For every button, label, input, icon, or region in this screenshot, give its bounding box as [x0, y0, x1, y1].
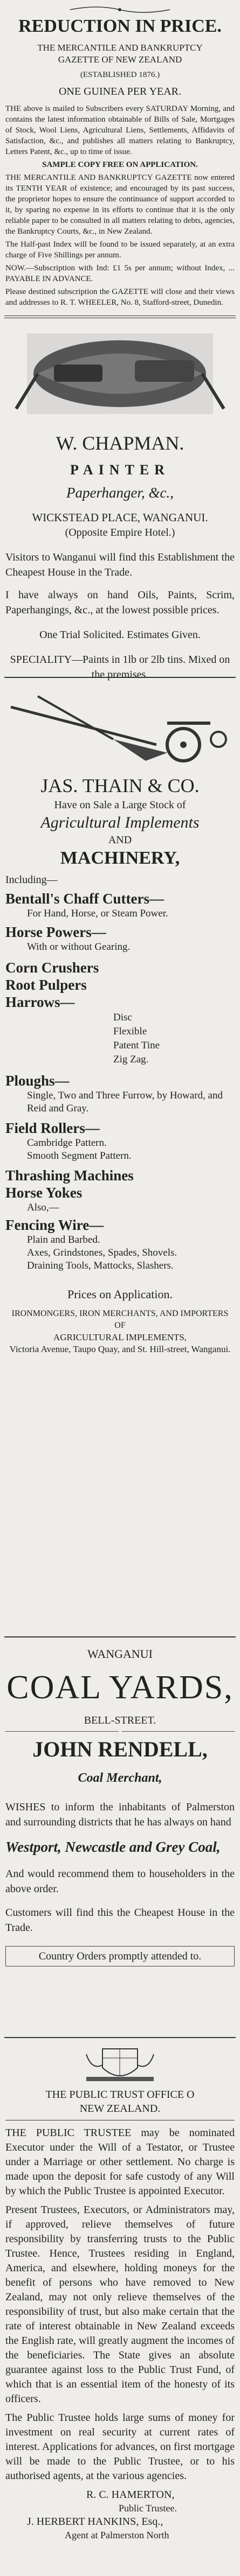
- item-name: Harrows—: [5, 994, 75, 1010]
- item-detail: With or without Gearing.: [27, 941, 131, 953]
- paragraph: Present Trustees, Executors, or Administrators may, if approved, relieve themselves of future responsibility by transferring trusts to the Public Trustee. Hence, Trustees residing in England, America, and elsewhere, holding moneys for the benefit of persons who have removed to New Zealand, may not only relieve themselves of the responsibility of trust, but also make certain that the rate of interest obtainable in New Zealand exceeds the English rate, will greatly augment the incomes of the beneficiaries. The State gives an absolute guarantee against loss to the Public Trust Fund, of which that is an essential item of the honesty of its officers.: [5, 2204, 235, 2405]
- business-name: JAS. THAIN & CO.: [40, 775, 200, 796]
- paragraph: NOW.—Subscription with Ind: £1 5s per annum; without Index, ... PAYABLE IN ADVANCE.: [5, 264, 235, 283]
- including-line: Including—: [5, 874, 58, 886]
- town-line: WANGANUI: [87, 1647, 153, 1661]
- coal-yards-heading: COAL YARDS,: [6, 1669, 234, 1706]
- footer-line-2: AGRICULTURAL IMPLEMENTS,: [53, 1332, 187, 1342]
- divider: [4, 1636, 236, 1637]
- ad-body: Visitors to Wanganui will find this Establishment the Cheapest House in the Trade.: [5, 551, 235, 578]
- subtrade: Paperhanger, &c.,: [66, 485, 174, 501]
- item-name: Fencing Wire—: [5, 1217, 104, 1233]
- item-detail: Disc Flexible Patent Tine Zig Zag.: [113, 1012, 160, 1065]
- item-name: Bentall's Chaff Cutters—: [5, 891, 164, 907]
- agent-name: J. HERBERT HANKINS, Esq.,: [27, 2516, 163, 2528]
- list-item: [5, 1184, 235, 1214]
- ad-public-trust: [5, 2043, 235, 2542]
- item-name: Thrashing Machines: [5, 1167, 134, 1184]
- and-line: AND: [108, 834, 132, 846]
- footer-line-3: Victoria Avenue, Taupo Quay, and St. Hill-street, Wanganui.: [9, 1344, 231, 1354]
- item-detail: Single, Two and Three Furrow, by Howard, and Reid and Gray.: [27, 1090, 223, 1114]
- agent-title: Agent at Palmerston North: [65, 2530, 169, 2540]
- intro-line: Have on Sale a Large Stock of: [54, 799, 186, 811]
- ad-body: [5, 2126, 235, 2483]
- heading-machinery: MACHINERY,: [60, 848, 180, 868]
- paragraph: Please destined subscription the GAZETTE will close and their views and addresses to R. T. WHEELER, No. 8, Stafford-street, Dunedin.: [5, 288, 235, 307]
- publication-line-1: THE MERCANTILE AND BANKRUPTCY: [37, 43, 203, 53]
- ad-mercantile-gazette: [5, 0, 235, 308]
- heading-implements: Agricultural Implements: [40, 814, 200, 831]
- ad-thain: [5, 685, 235, 1633]
- coal-types: Westport, Newcastle and Grey Coal,: [5, 1839, 221, 1855]
- address: WICKSTEAD PLACE, WANGANUI.: [32, 511, 208, 524]
- publication-line-2: GAZETTE OF NEW ZEALAND: [58, 54, 182, 65]
- paragraph: The Public Trustee holds large sums of money for investment on real security at current rates of interest. Applications for advances, on first mortgage will be made to the Public Trustee, or to his authorised agents, at the various agencies.: [5, 2412, 235, 2482]
- trial-line: One Trial Solicited. Estimates Given.: [39, 629, 201, 641]
- list-item: [5, 1119, 235, 1163]
- business-name: W. CHAPMAN.: [56, 432, 184, 454]
- ad-body: [5, 103, 235, 308]
- item-detail: Cambridge Pattern. Smooth Segment Pattern.: [27, 1137, 132, 1161]
- list-item: [5, 923, 235, 954]
- paint-brushes-engraving-icon: [5, 323, 235, 425]
- coat-of-arms-icon: [5, 2043, 235, 2087]
- item-name: Ploughs—: [5, 1073, 70, 1089]
- list-item: [5, 993, 235, 1067]
- item-name: Field Rollers—: [5, 1120, 100, 1136]
- signature-title: Public Trustee.: [119, 2503, 177, 2514]
- ad-heading: REDUCTION IN PRICE.: [18, 16, 222, 36]
- item-detail: Also,—: [27, 1202, 59, 1213]
- divider: [4, 316, 236, 318]
- divider: [4, 2037, 236, 2038]
- ad-body: And would recommend them to householders in the above order.: [5, 1868, 235, 1895]
- list-item: [5, 1216, 235, 1272]
- item-detail: For Hand, Horse, or Steam Power.: [27, 908, 168, 919]
- item-detail: Plain and Barbed. Axes, Grindstones, Spades, Shovels. Draining Tools, Mattocks, Slashers.: [27, 1234, 177, 1271]
- list-item: [5, 1167, 235, 1184]
- plough-engraving-icon: [5, 685, 235, 766]
- ornament-flourish-icon: [5, 3, 235, 15]
- ad-body: Customers will find this the Cheapest House in the Trade.: [5, 1907, 235, 1934]
- trade-heading: PAINTER: [70, 462, 170, 478]
- signature: R. C. HAMERTON,: [86, 2489, 175, 2501]
- item-list: [5, 890, 235, 1272]
- paragraph: THE MERCANTILE AND BANKRUPTCY GAZETTE now entered its TENTH YEAR of existence; and encouraged by its past success, the proprietor hopes to ensure the continuance of support accorded to it, by sparing no expense in its efforts to continue that it is the only reliable paper to be consulted in all matters relating to debts, agencies, the Bankruptcy Courts, &c., in New Zealand.: [5, 173, 235, 236]
- footer-line-1: IRONMONGERS, IRON MERCHANTS, AND IMPORTERS OF: [11, 1309, 229, 1330]
- rule-ornament: [5, 1731, 235, 1732]
- ad-chapman: [5, 323, 235, 681]
- item-name: Root Pulpers: [5, 977, 87, 993]
- ad-rendell: [5, 1646, 235, 2034]
- prices-line: Prices on Application.: [67, 1287, 173, 1301]
- ad-body: WISHES to inform the inhabitants of Palmerston and surrounding districts that he has always on hand: [5, 1801, 235, 1828]
- list-item: [5, 976, 235, 993]
- item-name: Horse Powers—: [5, 924, 106, 940]
- trust-heading-1: THE PUBLIC TRUST OFFICE O: [45, 2089, 195, 2101]
- sample-line: SAMPLE COPY FREE ON APPLICATION.: [42, 160, 198, 169]
- merchant-trade: Coal Merchant,: [78, 1771, 162, 1785]
- established-line: (ESTABLISHED 1876.): [80, 71, 160, 79]
- list-item: [5, 1072, 235, 1115]
- opposite-line: (Opposite Empire Hotel.): [65, 527, 175, 538]
- list-item: [5, 959, 235, 976]
- trust-heading-2: NEW ZEALAND.: [79, 2103, 161, 2115]
- list-item: [5, 890, 235, 920]
- paragraph: The Half-past Index will be found to be issued separately, at an extra charge of Five Shillings per annum.: [5, 240, 235, 260]
- item-name: Corn Crushers: [5, 960, 99, 976]
- ad-body: I have always on hand Oils, Paints, Scrim, Paperhangings, &c., at the lowest possible prices.: [5, 589, 235, 616]
- price-line: ONE GUINEA PER YEAR.: [58, 86, 182, 97]
- item-name: Horse Yokes: [5, 1185, 83, 1201]
- paragraph: THE above is mailed to Subscribers every SATURDAY Morning, and contains the latest information obtainable of Bills of Sale, Mortgages of Stock, Wool Liens, Agricultural Liens, Settlements, Affidavits of Satisfaction, &c., and publishes all matters relating to Bankruptcy, Letters Patent, &c., up to time of issue.: [5, 104, 235, 156]
- street-line: BELL-STREET.: [84, 1714, 156, 1726]
- speciality-line: SPECIALITY—Paints in 1lb or 2lb tins. Mixed on the premises.: [10, 654, 230, 681]
- country-orders-line: Country Orders promptly attended to.: [5, 1946, 235, 1966]
- merchant-name: JOHN RENDELL,: [32, 1737, 208, 1761]
- paragraph: THE PUBLIC TRUSTEE may be nominated Executor under the Will of a Testator, or Trustee under a Marriage or other settlement. No charge is made upon the deposit for safe custody of any Will by which the Public Trustee is appointed Executor.: [5, 2127, 235, 2197]
